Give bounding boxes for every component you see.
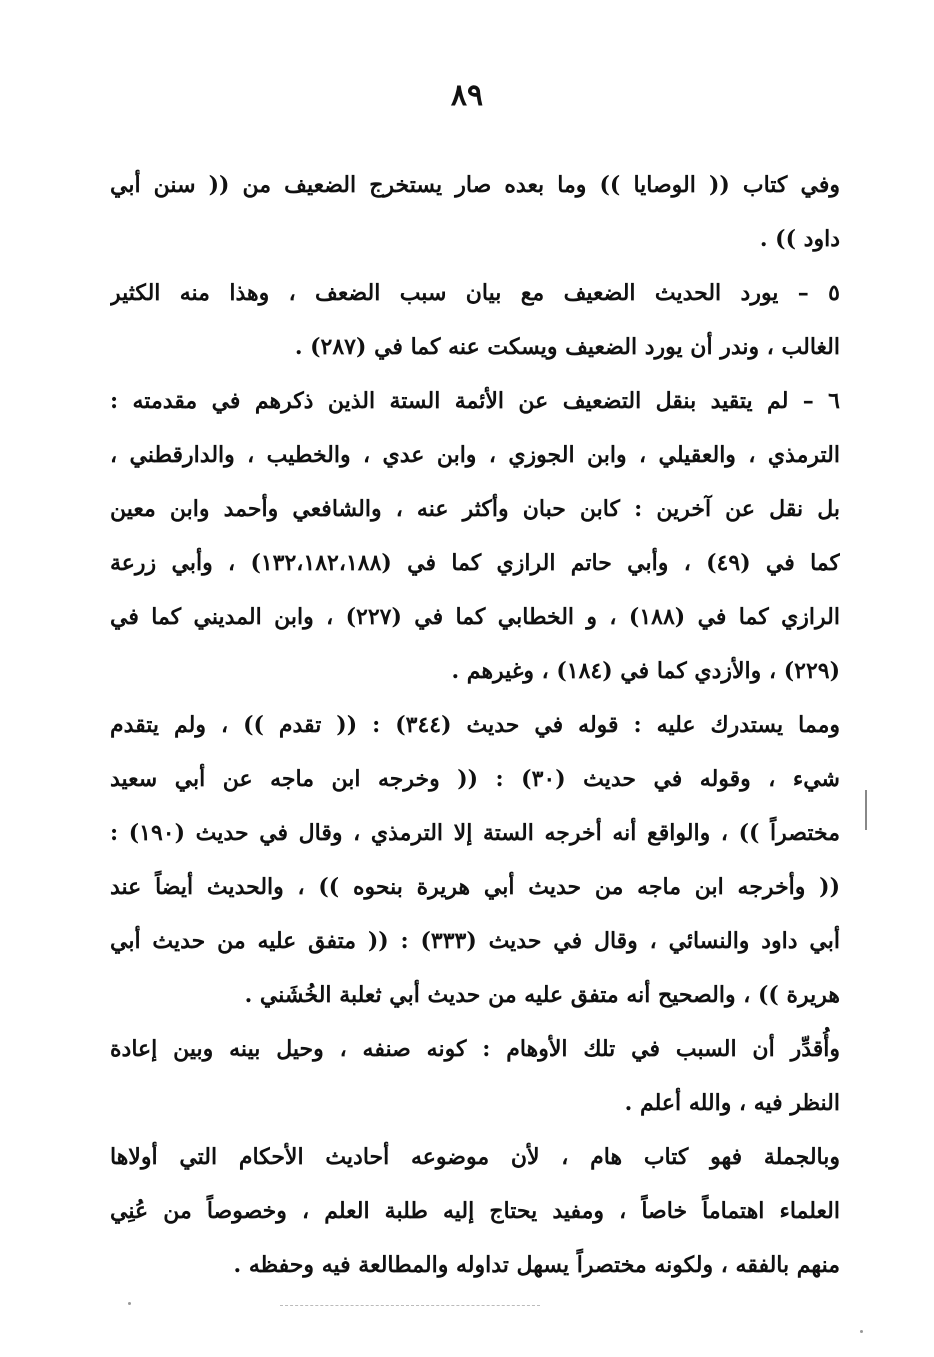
text-line-5: ٦ – لم يتقيد بنقل التضعيف عن الأئمة الستة الذين ذكرهم في مقدمته : (110, 388, 840, 414)
text-line-14: (( وأخرجه ابن ماجه من حديث أبي هريرة بنحوه )) ، والحديث أيضاً عند (110, 874, 840, 900)
text-line-11: ومما يستدرك عليه : قوله في حديث (٣٤٤) : (( تقدم )) ، ولم يتقدم (110, 712, 840, 738)
text-line-2: داود )) . (759, 226, 840, 252)
text-line-19: وبالجملة فهو كتاب هام ، لأن موضوعه أحاديث الأحكام التي أولاها (110, 1144, 840, 1170)
scan-speck (860, 1330, 863, 1333)
text-line-17: وأُقدِّر أن السبب في تلك الأوهام : كونه صنفه ، وحيل بينه وبين إعادة (110, 1036, 840, 1062)
text-line-18: النظر فيه ، والله أعلم . (624, 1090, 840, 1116)
text-line-7: بل نقل عن آخرين : كابن حبان وأكثر عنه ، والشافعي وأحمد وابن معين (110, 496, 840, 522)
text-line-6: الترمذي ، والعقيلي ، وابن الجوزي ، وابن عدي ، والخطيب ، والدارقطني ، (110, 442, 840, 468)
text-line-10: (٢٢٩) ، والأزدي كما في (١٨٤) ، وغيرهم . (451, 658, 840, 684)
text-line-4: الغالب ، وندر أن يورد الضعيف ويسكت عنه كما في (٢٨٧) . (294, 334, 840, 360)
text-line-20: العلماء اهتماماً خاصاً ، ومفيد يحتاج إليه طلبة العلم ، وخصوصاً من عُنِي (110, 1198, 840, 1224)
text-line-21: منهم بالفقه ، ولكونه مختصراً يسهل تداوله والمطالعة فيه وحفظه . (233, 1252, 840, 1278)
text-line-9: الرازي كما في (١٨٨) ، و الخطابي كما في (٢٢٧) ، وابن المديني كما في (110, 604, 840, 630)
scan-artifact-line (280, 1305, 540, 1306)
text-line-12: شيء ، وقوله في حديث (٣٠) : (( وخرجه ابن ماجه عن أبي سعيد (110, 766, 840, 792)
margin-mark (865, 790, 867, 830)
text-line-8: كما في (٤٩) ، وأبي حاتم الرازي كما في (١٣٢،١٨٢،١٨٨) ، وأبي زرعة (110, 550, 840, 576)
scan-speck (128, 1302, 131, 1305)
text-line-13: مختصراً )) ، والواقع أنه أخرجه الستة إلا الترمذي ، وقال في حديث (١٩٠) : (110, 820, 840, 846)
page-number: ٨٩ (450, 78, 484, 113)
text-line-1: وفي كتاب (( الوصايا )) وما بعده صار يستخرج الضعيف من (( سنن أبي (110, 172, 840, 198)
text-line-16: هريرة )) ، والصحيح أنه متفق عليه من حديث أبي ثعلبة الخُشَني . (244, 982, 840, 1008)
text-line-15: أبي داود والنسائي ، وقال في حديث (٣٣٣) : (( متفق عليه من حديث أبي (110, 928, 840, 954)
text-line-3: ٥ – يورد الحديث الضعيف مع بيان سبب الضعف ، وهذا منه الكثير (110, 280, 840, 306)
body-text (110, 158, 840, 1292)
